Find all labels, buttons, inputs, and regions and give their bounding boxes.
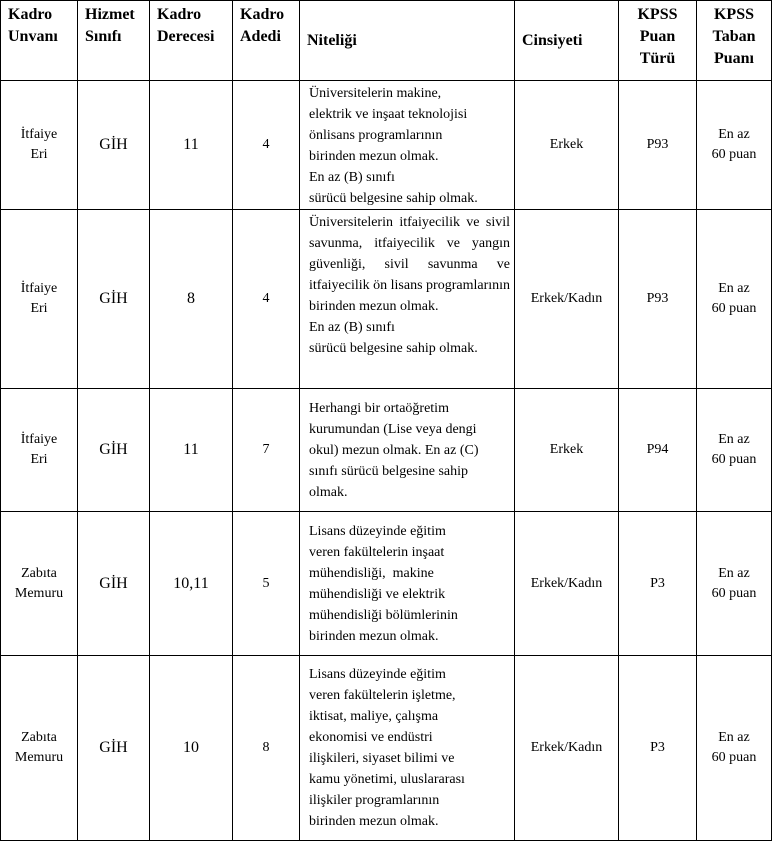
table-row — [1, 81, 772, 210]
cell-hizmet: GİH — [78, 210, 150, 389]
cell-derece: 11 — [150, 389, 233, 512]
cell-nitelik: Herhangi bir ortaöğretim kurumundan (Lise veya dengi okul) mezun olmak. En az (C) sınıfı sürücü belgesine sahip olmak. — [300, 389, 515, 512]
cell-hizmet: GİH — [78, 656, 150, 841]
cell-unvan: Zabıta Memuru — [1, 512, 78, 656]
header-kadro-adedi: Kadro Adedi — [233, 1, 300, 81]
header-niteligi: Niteliği — [300, 1, 515, 81]
header-kpss-taban-puani: KPSS Taban Puanı — [697, 1, 772, 81]
cell-adet: 5 — [233, 512, 300, 656]
header-kadro-derecesi: Kadro Derecesi — [150, 1, 233, 81]
cell-taban: En az 60 puan — [697, 389, 772, 512]
cell-puan-turu: P94 — [619, 389, 697, 512]
cell-unvan: İtfaiye Eri — [1, 81, 78, 210]
header-kadro-unvani: Kadro Unvanı — [1, 1, 78, 81]
cell-derece: 10 — [150, 656, 233, 841]
table-row — [1, 512, 772, 656]
cell-taban: En az 60 puan — [697, 512, 772, 656]
cell-nitelik: Lisans düzeyinde eğitim veren fakültelerin işletme, iktisat, maliye, çalışma ekonomisi ve endüstri ilişkileri, siyaset bilimi ve kamu yönetimi, uluslararası ilişkiler programlarının birinden mezun olmak. — [300, 656, 515, 841]
cell-adet: 4 — [233, 81, 300, 210]
cell-puan-turu: P93 — [619, 81, 697, 210]
cell-nitelik: Üniversitelerin itfaiyecilik ve sivil savunma, itfaiyecilik ve yangın güvenliği, sivil savunma ve itfaiyecilik ön lisans programlarının birinden mezun olmak. En az (B) sınıfı sürücü belgesine sahip olmak. — [300, 210, 515, 389]
table-row — [1, 210, 772, 389]
cell-hizmet: GİH — [78, 512, 150, 656]
cell-derece: 8 — [150, 210, 233, 389]
header-cinsiyeti: Cinsiyeti — [515, 1, 619, 81]
cell-nitelik: Üniversitelerin makine, elektrik ve inşaat teknolojisi önlisans programlarının birinden mezun olmak. En az (B) sınıfı sürücü belgesine sahip olmak. — [300, 81, 515, 210]
cell-puan-turu: P3 — [619, 512, 697, 656]
cell-hizmet: GİH — [78, 81, 150, 210]
table-row — [1, 389, 772, 512]
cell-adet: 8 — [233, 656, 300, 841]
cell-cinsiyet: Erkek — [515, 81, 619, 210]
cell-cinsiyet: Erkek/Kadın — [515, 656, 619, 841]
cell-derece: 11 — [150, 81, 233, 210]
table-row — [1, 656, 772, 841]
cell-unvan: İtfaiye Eri — [1, 210, 78, 389]
header-kpss-puan-turu: KPSS Puan Türü — [619, 1, 697, 81]
cell-hizmet: GİH — [78, 389, 150, 512]
cell-cinsiyet: Erkek/Kadın — [515, 512, 619, 656]
cell-nitelik: Lisans düzeyinde eğitim veren fakültelerin inşaat mühendisliği, makine mühendisliği ve elektrik mühendisliği bölümlerinin birinden mezun olmak. — [300, 512, 515, 656]
header-row — [1, 1, 772, 81]
cell-puan-turu: P3 — [619, 656, 697, 841]
cell-puan-turu: P93 — [619, 210, 697, 389]
cell-cinsiyet: Erkek — [515, 389, 619, 512]
cell-cinsiyet: Erkek/Kadın — [515, 210, 619, 389]
cell-taban: En az 60 puan — [697, 210, 772, 389]
cell-taban: En az 60 puan — [697, 656, 772, 841]
cell-derece: 10,11 — [150, 512, 233, 656]
cell-unvan: Zabıta Memuru — [1, 656, 78, 841]
header-hizmet-sinifi: Hizmet Sınıfı — [78, 1, 150, 81]
cell-adet: 7 — [233, 389, 300, 512]
cell-adet: 4 — [233, 210, 300, 389]
cell-unvan: İtfaiye Eri — [1, 389, 78, 512]
cell-taban: En az 60 puan — [697, 81, 772, 210]
